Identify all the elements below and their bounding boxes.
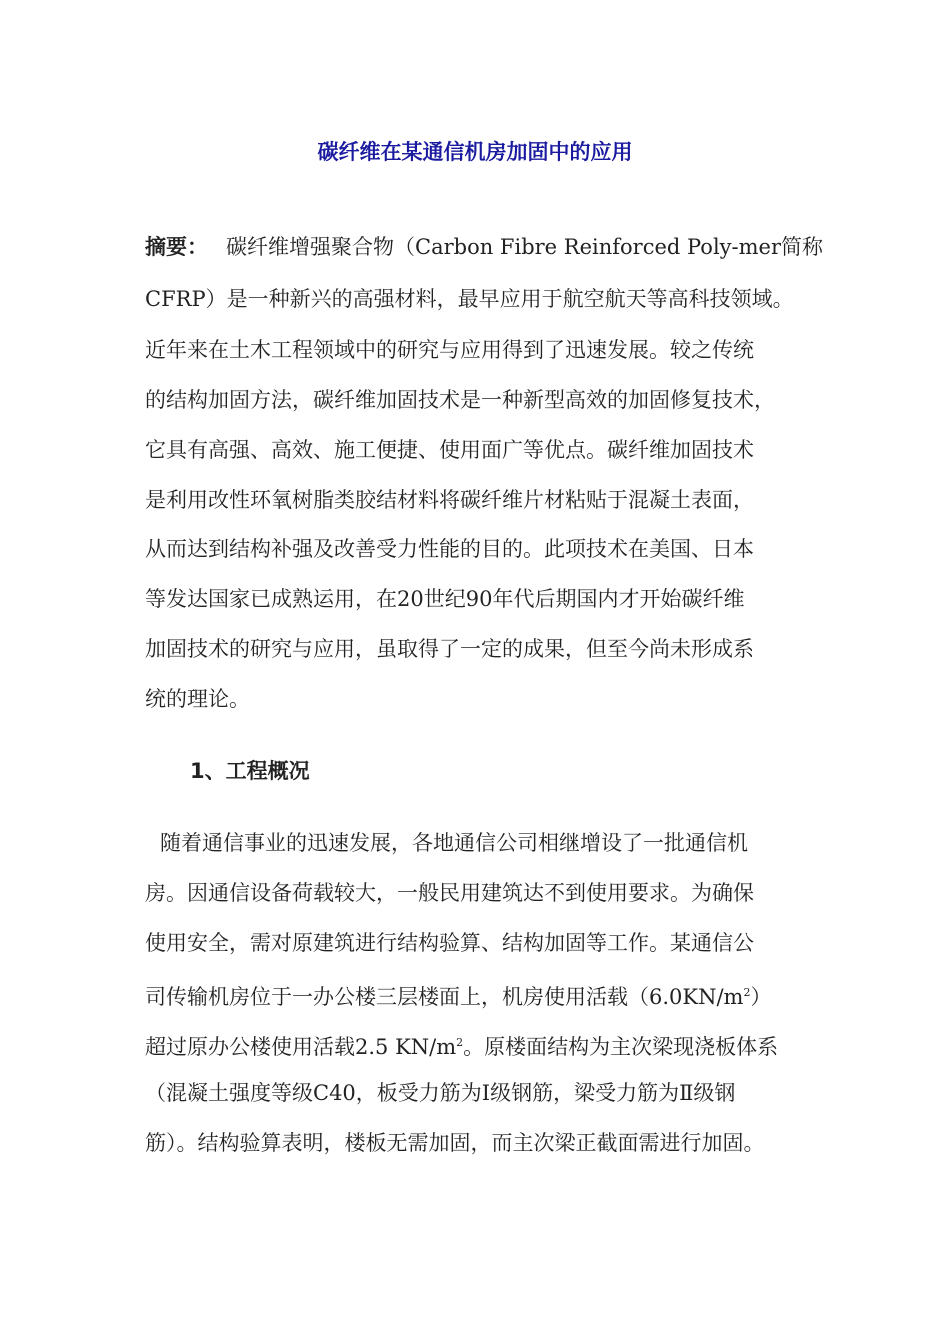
body-line-3: 使用安全，需对原建筑进行结构验算、结构加固等工作。某通信公 [145, 931, 754, 955]
body-line-4 [145, 978, 771, 1012]
abstract-line-5: 它具有高强、高效、施工便捷、使用面广等优点。碳纤维加固技术 [145, 438, 754, 462]
body-line-7: 筋）。结构验算表明，楼板无需加固，而主次梁正截面需进行加固。 [145, 1131, 765, 1155]
body-line-4-text: 司传输机房位于一办公楼三层楼面上，机房使用活载（6.0KN/m [145, 985, 744, 1009]
superscript: 2 [743, 986, 751, 999]
abstract-line-2: CFRP）是一种新兴的高强材料，最早应用于航空航天等高科技领域。 [145, 287, 794, 311]
body-line-5 [145, 1028, 778, 1062]
body-line-1: 随着通信事业的迅速发展，各地通信公司相继增设了一批通信机 [160, 831, 748, 855]
abstract-line-4: 的结构加固方法，碳纤维加固技术是一种新型高效的加固修复技术， [145, 388, 775, 412]
abstract-line-7: 从而达到结构补强及改善受力性能的目的。此项技术在美国、日本 [145, 537, 754, 561]
abstract-line-6: 是利用改性环氧树脂类胶结材料将碳纤维片材粘贴于混凝土表面， [145, 488, 754, 512]
abstract-text: 碳纤维增强聚合物（Carbon Fibre Reinforced Poly-mer简称 [226, 235, 824, 259]
abstract-line-1 [145, 232, 823, 262]
document-title: 碳纤维在某通信机房加固中的应用 [317, 140, 633, 164]
section-heading: 1、工程概况 [190, 759, 310, 783]
body-line-4-end: ） [750, 985, 772, 1009]
body-line-5-end: 。原楼面结构为主次梁现浇板体系 [463, 1035, 779, 1059]
superscript: 2 [456, 1036, 464, 1049]
abstract-line-8: 等发达国家已成熟运用，在20世纪90年代后期国内才开始碳纤维 [145, 587, 745, 611]
abstract-line-9: 加固技术的研究与应用，虽取得了一定的成果，但至今尚未形成系 [145, 637, 754, 661]
body-line-2: 房。因通信设备荷载较大，一般民用建筑达不到使用要求。为确保 [145, 881, 754, 905]
abstract-label: 摘要： [145, 235, 208, 259]
body-line-5-text: 超过原办公楼使用活载2.5 KN/m [145, 1035, 457, 1059]
abstract-line-3: 近年来在土木工程领域中的研究与应用得到了迅速发展。较之传统 [145, 338, 754, 362]
abstract-line-10: 统的理论。 [145, 687, 250, 711]
body-line-6: （混凝土强度等级C40，板受力筋为Ⅰ级钢筋，梁受力筋为Ⅱ级钢 [145, 1081, 736, 1105]
